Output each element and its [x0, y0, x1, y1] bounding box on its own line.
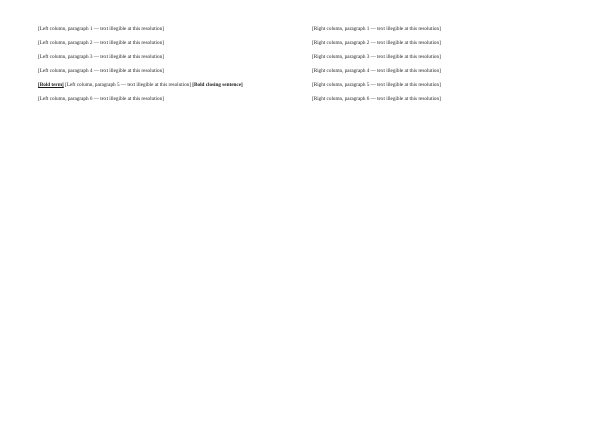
paragraph: [Left column, paragraph 4 — text illegible at this resolution] [38, 67, 164, 74]
paragraph: [Right column, paragraph 3 — text illegible at this resolution] [312, 53, 441, 60]
paragraph-body: [Left column, paragraph 5 — text illegible at this resolution] [65, 81, 191, 88]
paragraph: [Left column, paragraph 1 — text illegible at this resolution] [38, 26, 164, 32]
paragraph: [Right column, paragraph 6 — text illegible at this resolution] [312, 95, 441, 102]
paragraph: [Right column, paragraph 5 — text illegible at this resolution] [312, 81, 441, 88]
paragraph: [Right column, paragraph 4 — text illegible at this resolution] [312, 67, 441, 74]
bold-conclusion: [Bold closing sentence] [192, 81, 243, 88]
term-heading: [Bold term] [38, 81, 64, 88]
paragraph: [Left column, paragraph 3 — text illegible at this resolution] [38, 53, 164, 60]
paragraph: [Right column, paragraph 2 — text illegible at this resolution] [312, 39, 441, 46]
paragraph [38, 82, 290, 89]
paragraph: [Left column, paragraph 6 — text illegible at this resolution] [38, 95, 164, 102]
paragraph: [Left column, paragraph 2 — text illegible at this resolution] [38, 39, 164, 46]
paragraph: [Right column, paragraph 1 — text illegible at this resolution] [312, 26, 441, 32]
right-column [312, 26, 564, 424]
left-column [38, 26, 290, 424]
